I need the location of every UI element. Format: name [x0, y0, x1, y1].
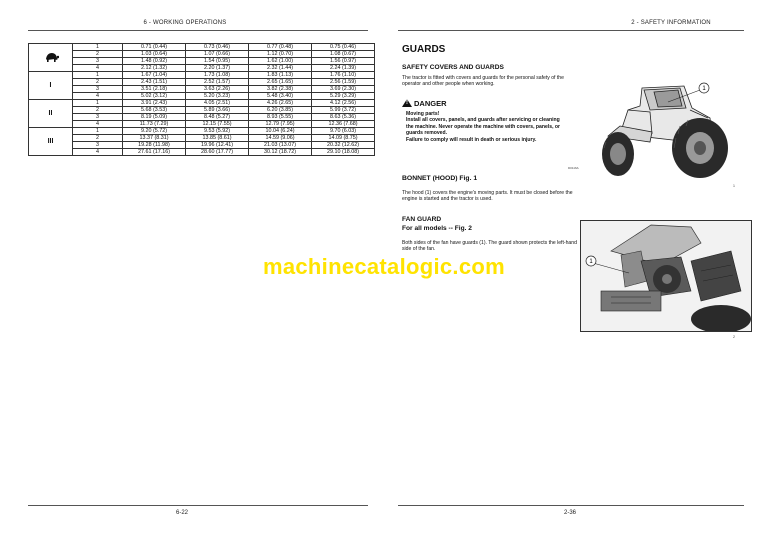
gear-number-cell: 1	[73, 100, 123, 107]
speed-value-cell: 6.20 (3.85)	[249, 107, 312, 114]
watermark: machinecatalogic.com	[263, 254, 505, 279]
speed-value-cell: 1.08 (0.67)	[312, 51, 375, 58]
speed-value-cell: 2.43 (1.51)	[123, 79, 186, 86]
speed-value-cell: 1.03 (0.64)	[123, 51, 186, 58]
right-page-number: 2-36	[564, 510, 577, 516]
gear-number-cell: 1	[73, 72, 123, 79]
section-heading: SAFETY COVERS AND GUARDS	[402, 64, 504, 71]
danger-text	[406, 111, 566, 143]
fan-guard-paragraph: Both sides of the fan have guards (1). The guard shown protects the left-hand side of the fan.	[402, 240, 577, 253]
speed-value-cell: 1.73 (1.08)	[186, 72, 249, 79]
danger-line: Failure to comply will result in death or serious injury.	[406, 136, 537, 143]
figure-2-label: 2	[733, 335, 735, 339]
table-row	[29, 44, 375, 51]
table-row	[29, 72, 375, 79]
figure-2-callout: 1	[589, 259, 593, 266]
table-row	[29, 79, 375, 86]
intro-paragraph: The tractor is fitted with covers and guards for the personal safety of the operator and other people when working.	[402, 75, 564, 88]
speed-value-cell: 0.75 (0.46)	[312, 44, 375, 51]
fan-guard-heading: FAN GUARD	[402, 216, 442, 223]
speed-value-cell: 27.61 (17.16)	[123, 149, 186, 156]
table-row	[29, 51, 375, 58]
speed-value-cell: 0.77 (0.48)	[249, 44, 312, 51]
speed-value-cell: 3.51 (2.18)	[123, 86, 186, 93]
table-row	[29, 65, 375, 72]
left-header-rule	[28, 30, 368, 31]
range-group-label: II	[48, 109, 53, 117]
speed-value-cell: 13.85 (8.61)	[186, 135, 249, 142]
speed-value-cell: 8.63 (5.36)	[312, 114, 375, 121]
danger-heading	[402, 99, 447, 108]
table-row	[29, 142, 375, 149]
speed-value-cell: 1.48 (0.92)	[123, 58, 186, 65]
gear-number-cell: 2	[73, 135, 123, 142]
speed-value-cell: 8.48 (5.27)	[186, 114, 249, 121]
range-group-cell	[29, 128, 73, 156]
speed-value-cell: 14.59 (9.06)	[249, 135, 312, 142]
gear-number-cell: 3	[73, 58, 123, 65]
speed-value-cell: 8.19 (5.09)	[123, 114, 186, 121]
speed-value-cell: 19.96 (12.41)	[186, 142, 249, 149]
figure-1-tractor	[580, 76, 751, 180]
danger-line: Install all covers, panels, and guards after servicing or cleaning the machine. Never operate the machine with covers, panels, or guards removed.	[406, 117, 560, 137]
speed-value-cell: 3.91 (2.43)	[123, 100, 186, 107]
gear-number-cell: 4	[73, 93, 123, 100]
figure-1-callout: 1	[702, 86, 706, 93]
table-row	[29, 114, 375, 121]
range-group-label: I	[49, 81, 52, 89]
speed-value-cell: 20.32 (12.62)	[312, 142, 375, 149]
speed-value-cell: 19.28 (11.98)	[123, 142, 186, 149]
speed-value-cell: 2.56 (1.59)	[312, 79, 375, 86]
gear-number-cell: 3	[73, 142, 123, 149]
left-page-header: 6 - WORKING OPERATIONS	[143, 20, 227, 26]
right-header-rule	[398, 30, 744, 31]
speed-value-cell: 2.65 (1.65)	[249, 79, 312, 86]
table-row	[29, 107, 375, 114]
range-group-cell	[29, 72, 73, 100]
range-group-cell	[29, 100, 73, 128]
speed-value-cell: 3.82 (2.38)	[249, 86, 312, 93]
table-row	[29, 93, 375, 100]
gear-number-cell: 4	[73, 149, 123, 156]
speed-value-cell: 1.83 (1.13)	[249, 72, 312, 79]
speed-value-cell: 28.60 (17.77)	[186, 149, 249, 156]
right-footer-rule	[398, 505, 744, 506]
speed-value-cell: 1.54 (0.95)	[186, 58, 249, 65]
speed-value-cell: 2.52 (1.57)	[186, 79, 249, 86]
gear-number-cell: 3	[73, 86, 123, 93]
gear-number-cell: 1	[73, 44, 123, 51]
speed-value-cell: 13.37 (8.31)	[123, 135, 186, 142]
gear-number-cell: 4	[73, 65, 123, 72]
left-page-number: 6-22	[176, 510, 189, 516]
speed-value-cell: 12.79 (7.95)	[249, 121, 312, 128]
speed-value-cell: 9.53 (5.92)	[186, 128, 249, 135]
table-row	[29, 100, 375, 107]
speed-value-cell: 1.67 (1.04)	[123, 72, 186, 79]
danger-label: DANGER	[414, 99, 447, 108]
speed-value-cell: 29.10 (18.08)	[312, 149, 375, 156]
speed-value-cell: 1.56 (0.97)	[312, 58, 375, 65]
speed-value-cell: 2.24 (1.39)	[312, 65, 375, 72]
speed-value-cell: 21.03 (13.07)	[249, 142, 312, 149]
speed-value-cell: 4.26 (2.65)	[249, 100, 312, 107]
table-row	[29, 121, 375, 128]
left-footer-rule	[28, 505, 368, 506]
speed-value-cell: 1.07 (0.66)	[186, 51, 249, 58]
speed-value-cell: 9.20 (5.72)	[123, 128, 186, 135]
gear-number-cell: 2	[73, 51, 123, 58]
speed-value-cell: 12.36 (7.68)	[312, 121, 375, 128]
speed-value-cell: 5.20 (3.23)	[186, 93, 249, 100]
speed-value-cell: 3.63 (2.26)	[186, 86, 249, 93]
speed-value-cell: 30.12 (18.72)	[249, 149, 312, 156]
danger-line: Moving parts!	[406, 111, 440, 117]
speed-value-cell: 2.20 (1.37)	[186, 65, 249, 72]
speed-value-cell: 8.93 (5.55)	[249, 114, 312, 121]
warning-triangle-icon	[402, 99, 412, 107]
speed-value-cell: 11.73 (7.29)	[123, 121, 186, 128]
speed-value-cell: 1.76 (1.10)	[312, 72, 375, 79]
speed-table	[28, 43, 375, 156]
table-row	[29, 149, 375, 156]
speed-value-cell: 5.89 (3.66)	[186, 107, 249, 114]
speed-value-cell: 1.12 (0.70)	[249, 51, 312, 58]
tractor-illustration	[580, 76, 751, 180]
speed-value-cell: 0.73 (0.46)	[186, 44, 249, 51]
table-row	[29, 128, 375, 135]
speed-value-cell: 3.69 (2.30)	[312, 86, 375, 93]
gear-number-cell: 1	[73, 128, 123, 135]
gear-number-cell: 4	[73, 121, 123, 128]
speed-value-cell: 4.12 (2.56)	[312, 100, 375, 107]
speed-value-cell: 5.02 (3.12)	[123, 93, 186, 100]
speed-value-cell: 2.12 (1.32)	[123, 65, 186, 72]
speed-value-cell: 1.62 (1.00)	[249, 58, 312, 65]
speed-value-cell: 4.05 (2.51)	[186, 100, 249, 107]
right-page-header: 2 - SAFETY INFORMATION	[631, 20, 711, 26]
range-group-cell	[29, 44, 73, 72]
range-group-label: III	[47, 137, 54, 145]
fan-guard-subheading: For all models -- Fig. 2	[402, 225, 472, 232]
speed-value-cell: 14.09 (8.75)	[312, 135, 375, 142]
speed-value-cell: 5.29 (3.29)	[312, 93, 375, 100]
turtle-icon	[43, 51, 59, 63]
speed-value-cell: 5.48 (3.40)	[249, 93, 312, 100]
table-row	[29, 86, 375, 93]
figure-1-label: 1	[733, 184, 735, 188]
bonnet-paragraph: The hood (1) covers the engine's moving parts. It must be closed before the engine is started and the tractor is used.	[402, 190, 573, 203]
gear-number-cell: 2	[73, 79, 123, 86]
speed-value-cell: 10.04 (6.24)	[249, 128, 312, 135]
speed-value-cell: 5.99 (3.72)	[312, 107, 375, 114]
table-row	[29, 58, 375, 65]
speed-value-cell: 0.71 (0.44)	[123, 44, 186, 51]
table-row	[29, 135, 375, 142]
speed-value-cell: 5.68 (3.53)	[123, 107, 186, 114]
gear-number-cell: 2	[73, 107, 123, 114]
danger-reference: D0116A	[568, 166, 579, 170]
page-title: GUARDS	[402, 44, 446, 55]
bonnet-heading: BONNET (HOOD) Fig. 1	[402, 175, 478, 182]
speed-value-cell: 9.70 (6.03)	[312, 128, 375, 135]
gear-number-cell: 3	[73, 114, 123, 121]
speed-value-cell: 2.32 (1.44)	[249, 65, 312, 72]
speed-value-cell: 12.15 (7.55)	[186, 121, 249, 128]
